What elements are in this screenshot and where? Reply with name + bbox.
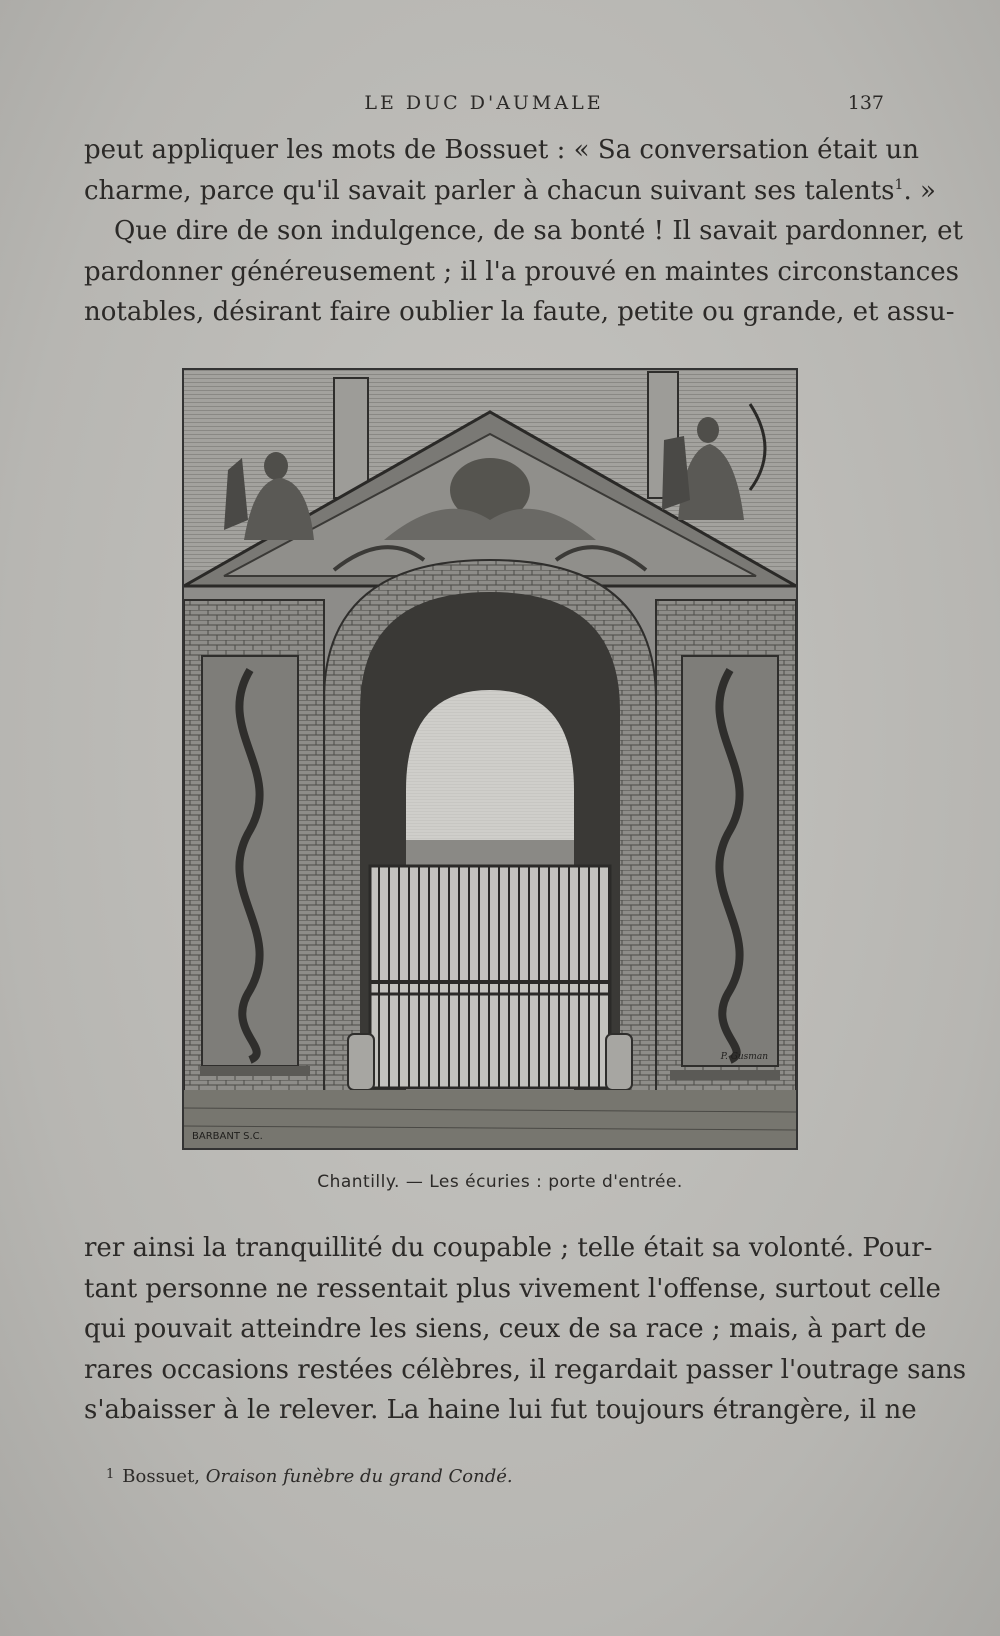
right-bollard xyxy=(606,1034,632,1090)
text-line xyxy=(84,171,936,212)
footnote xyxy=(106,1466,866,1487)
right-bench xyxy=(670,1070,780,1080)
footnote-reference[interactable]: 1 xyxy=(894,176,904,193)
left-bollard xyxy=(348,1034,374,1090)
text-line: tant personne ne ressentait plus vivement l'offense, surtout celle xyxy=(84,1273,941,1304)
text-line: rer ainsi la tranquillité du coupable ; telle était sa volonté. Pour- xyxy=(84,1233,933,1263)
running-title: LE DUC D'AUMALE xyxy=(364,92,604,114)
running-head xyxy=(84,92,884,118)
text-line-content: charme, parce qu'il savait parler à chacun suivant ses talents xyxy=(84,175,895,206)
paragraph-top xyxy=(84,130,963,333)
footnote-work: Oraison funèbre du grand Condé. xyxy=(205,1466,513,1487)
paragraph-bottom xyxy=(84,1228,967,1431)
text-line: s'abaisser à le relever. La haine lui fut toujours étrangère, il ne xyxy=(84,1395,917,1425)
engraving-illustration xyxy=(182,368,798,1150)
left-carved-panel xyxy=(202,656,298,1066)
footnote-author: Bossuet, xyxy=(122,1466,201,1487)
left-chimney xyxy=(334,378,368,498)
right-carved-panel xyxy=(682,656,778,1066)
ground xyxy=(184,1090,796,1148)
text-line: notables, désirant faire oublier la faute, petite ou grande, et assu- xyxy=(84,297,955,327)
engraver-signature: BARBANT S.C. xyxy=(192,1131,263,1142)
text-line: Que dire de son indulgence, de sa bonté ! Il savait pardonner, et xyxy=(114,216,963,246)
text-line-tail: . » xyxy=(903,175,936,206)
footnote-marker: 1 xyxy=(106,1467,115,1482)
page-number: 137 xyxy=(847,92,884,114)
text-line: rares occasions restées célèbres, il regardait passer l'outrage sans xyxy=(84,1354,967,1385)
text-line: peut appliquer les mots de Bossuet : « Sa conversation était un xyxy=(84,135,919,165)
artist-signature: P. Gusman xyxy=(720,1052,768,1062)
figure-caption: Chantilly. — Les écuries : porte d'entrée. xyxy=(317,1172,683,1192)
left-bench xyxy=(200,1066,310,1076)
text-line: pardonner généreusement ; il l'a prouvé en maintes circonstances xyxy=(84,256,959,287)
iron-gate xyxy=(370,866,610,1088)
gate-engraving xyxy=(184,370,796,1148)
text-line: qui pouvait atteindre les siens, ceux de sa race ; mais, à part de xyxy=(84,1314,927,1344)
